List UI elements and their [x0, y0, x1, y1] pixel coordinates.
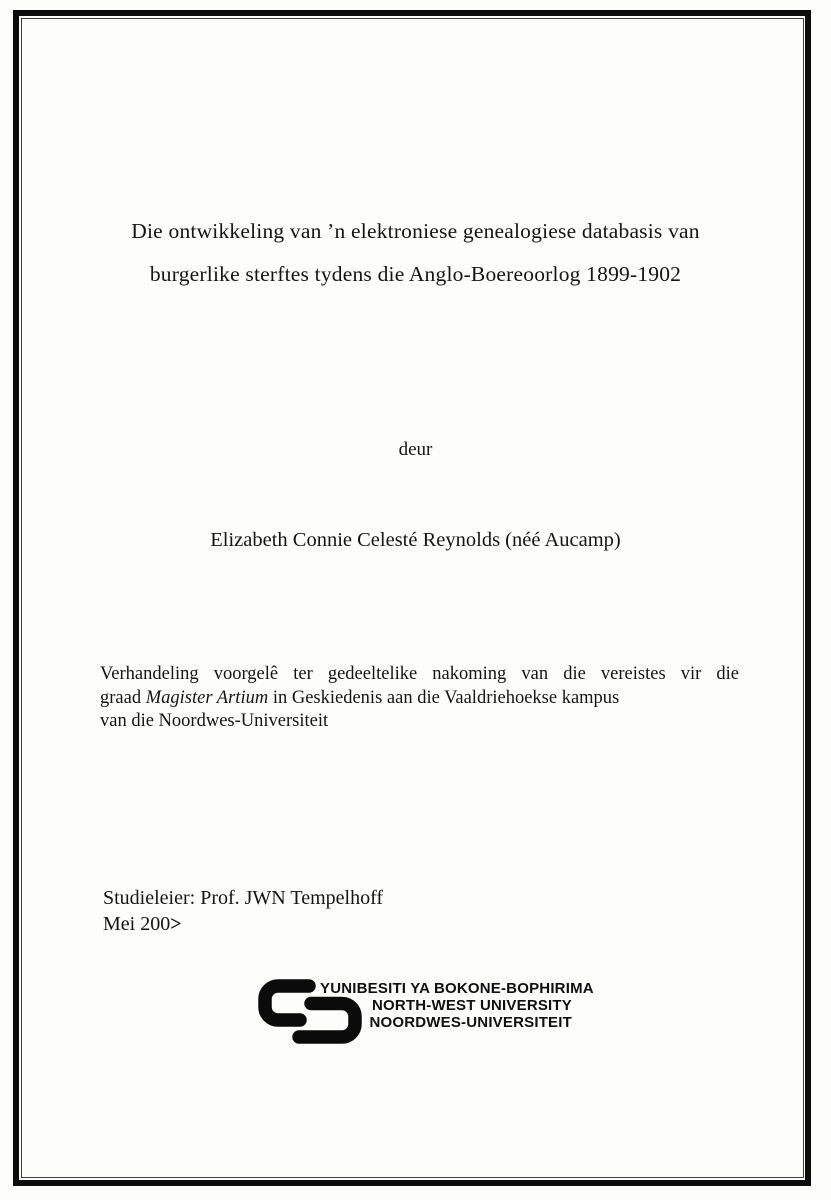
degree-statement-line-2-post: in Geskiedenis aan die Vaaldriehoekse kampus — [268, 687, 620, 708]
university-name-setswana: YUNIBESITI YA BOKONE-BOPHIRIMA — [320, 980, 594, 997]
author-name: Elizabeth Connie Celesté Reynolds (néé Aucamp) — [210, 529, 621, 551]
date-line — [103, 912, 383, 938]
degree-statement-line-2-pre: graad — [100, 687, 146, 708]
date-last-digit-glyph: > — [170, 911, 182, 936]
byline: deur — [398, 439, 433, 460]
degree-statement-line-3: van die Noordwes-Universiteit — [100, 711, 329, 731]
supervisor-line: Studieleier: Prof. JWN Tempelhoff — [103, 887, 384, 909]
thesis-title — [0, 210, 831, 296]
degree-statement-line-2 — [100, 687, 739, 711]
university-logo — [258, 977, 594, 1052]
university-name-english: NORTH-WEST UNIVERSITY — [371, 997, 572, 1014]
supervisor-block — [103, 886, 383, 937]
degree-statement — [100, 663, 739, 734]
university-name-afrikaans: NOORDWES-UNIVERSITEIT — [369, 1014, 572, 1031]
thesis-title-line-2: burgerlike sterftes tydens die Anglo-Boereoorlog 1899-1902 — [149, 262, 682, 286]
date-prefix: Mei 200 — [103, 912, 171, 935]
degree-name-italic: Magister Artium — [145, 687, 269, 708]
university-logo-text — [320, 980, 594, 1031]
degree-statement-line-1: Verhandeling voorgelê ter gedeeltelike nakoming van die vereistes vir die — [100, 664, 739, 684]
thesis-title-line-1: Die ontwikkeling van ’n elektroniese genealogiese databasis van — [131, 219, 700, 243]
